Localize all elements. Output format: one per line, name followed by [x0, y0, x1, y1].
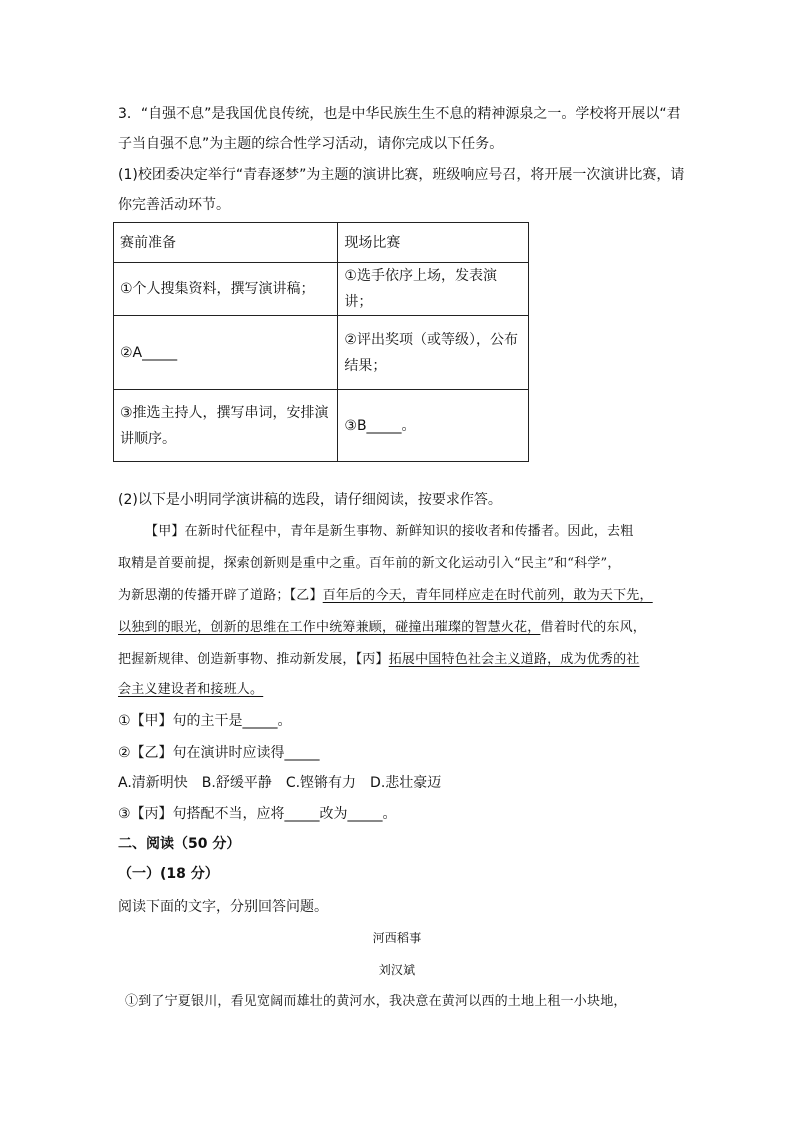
- speech-line2: 取精是首要前提，探索创新则是重中之重。百年前的新文化运动引入“民主”和“科学”，: [118, 556, 621, 571]
- table-row: [114, 316, 529, 390]
- speech-underlined-segment: 百年后的今天，青年同样应走在时代前列，敢为天下先，: [322, 588, 653, 603]
- table-cell: ①个人搜集资料，撰写演讲稿；: [114, 263, 338, 316]
- speech-line4: [118, 618, 646, 638]
- reading-instruction: 阅读下面的文字，分别回答问题。: [118, 899, 328, 915]
- q3-line1: 3．“自强不息”是我国优良传统，也是中华民族生生不息的精神源泉之一。学校将开展以“君: [118, 106, 681, 122]
- article-author: 刘汉斌: [378, 963, 416, 977]
- speech-segment: 为新思潮的传播开辟了道路；【乙】: [118, 588, 323, 603]
- q3-part1-line2: 你完善活动环节。: [118, 197, 230, 213]
- speech-line3: [118, 586, 653, 606]
- table-row: [114, 263, 529, 316]
- table-cell: ①选手依序上场，发表演讲；: [338, 263, 529, 316]
- q3-part1-line1: (1)校团委决定举行“青春逐梦”为主题的演讲比赛，班级响应号召，将开展一次演讲比赛，请: [118, 167, 685, 183]
- question-yi: ②【乙】句在演讲时应读得_____: [118, 745, 320, 761]
- table-cell: [338, 316, 529, 390]
- table-cell-line: 讲顺序。: [120, 430, 176, 447]
- table-header-prep: 赛前准备: [114, 223, 338, 263]
- table-header-row: [114, 223, 529, 263]
- speech-line5: [118, 650, 640, 670]
- speech-segment: 借着时代的东风，: [540, 620, 647, 635]
- table-cell: ②A_____: [114, 316, 338, 390]
- table-cell-line: ③推选主持人，撰写串词，安排演: [120, 404, 329, 421]
- table-cell-line: 结果；: [344, 357, 387, 374]
- article-paragraph-1: ①到了宁夏银川，看见宽阔而雄壮的黄河水，我决意在黄河以西的土地上租一小块地，: [125, 994, 627, 1009]
- article-title: 河西稻事: [372, 931, 422, 945]
- table-row: [114, 390, 529, 462]
- section-title: 二、阅读（50 分）: [118, 836, 241, 852]
- q3-line2: 子当自强不息”为主题的综合性学习活动，请你完成以下任务。: [118, 136, 504, 152]
- speech-line6: 会主义建设者和接班人。: [118, 682, 264, 697]
- speech-underlined-segment: 拓展中国特色社会主义道路，成为优秀的社: [388, 652, 640, 667]
- speech-segment: 把握新规律、创造新事物、推动新发展，【丙】: [118, 652, 389, 667]
- speech-line1: 【甲】在新时代征程中，青年是新生事物、新鲜知识的接收者和传播者。因此，去粗: [145, 524, 634, 539]
- speech-underlined-segment: 以独到的眼光，创新的思维在工作中统筹兼顾，碰撞出璀璨的智慧火花，: [118, 620, 541, 635]
- question-jia: ①【甲】句的主干是_____。: [118, 713, 292, 729]
- part2-intro: (2)以下是小明同学演讲稿的选段，请仔细阅读，按要求作答。: [118, 492, 502, 508]
- table-cell-line: ②评出奖项（或等级），公布: [344, 331, 518, 348]
- question-bing: ③【丙】句搭配不当，应将_____改为_____。: [118, 806, 397, 822]
- table-cell: ③B_____。: [338, 390, 529, 462]
- table-header-competition: 现场比赛: [338, 223, 529, 263]
- activity-table: [113, 222, 529, 462]
- question-yi-options: A.清新明快 B.舒缓平静 C.铿锵有力 D.悲壮豪迈: [118, 775, 442, 791]
- subsection-title: （一）(18 分）: [118, 866, 219, 882]
- table-cell: [114, 390, 338, 462]
